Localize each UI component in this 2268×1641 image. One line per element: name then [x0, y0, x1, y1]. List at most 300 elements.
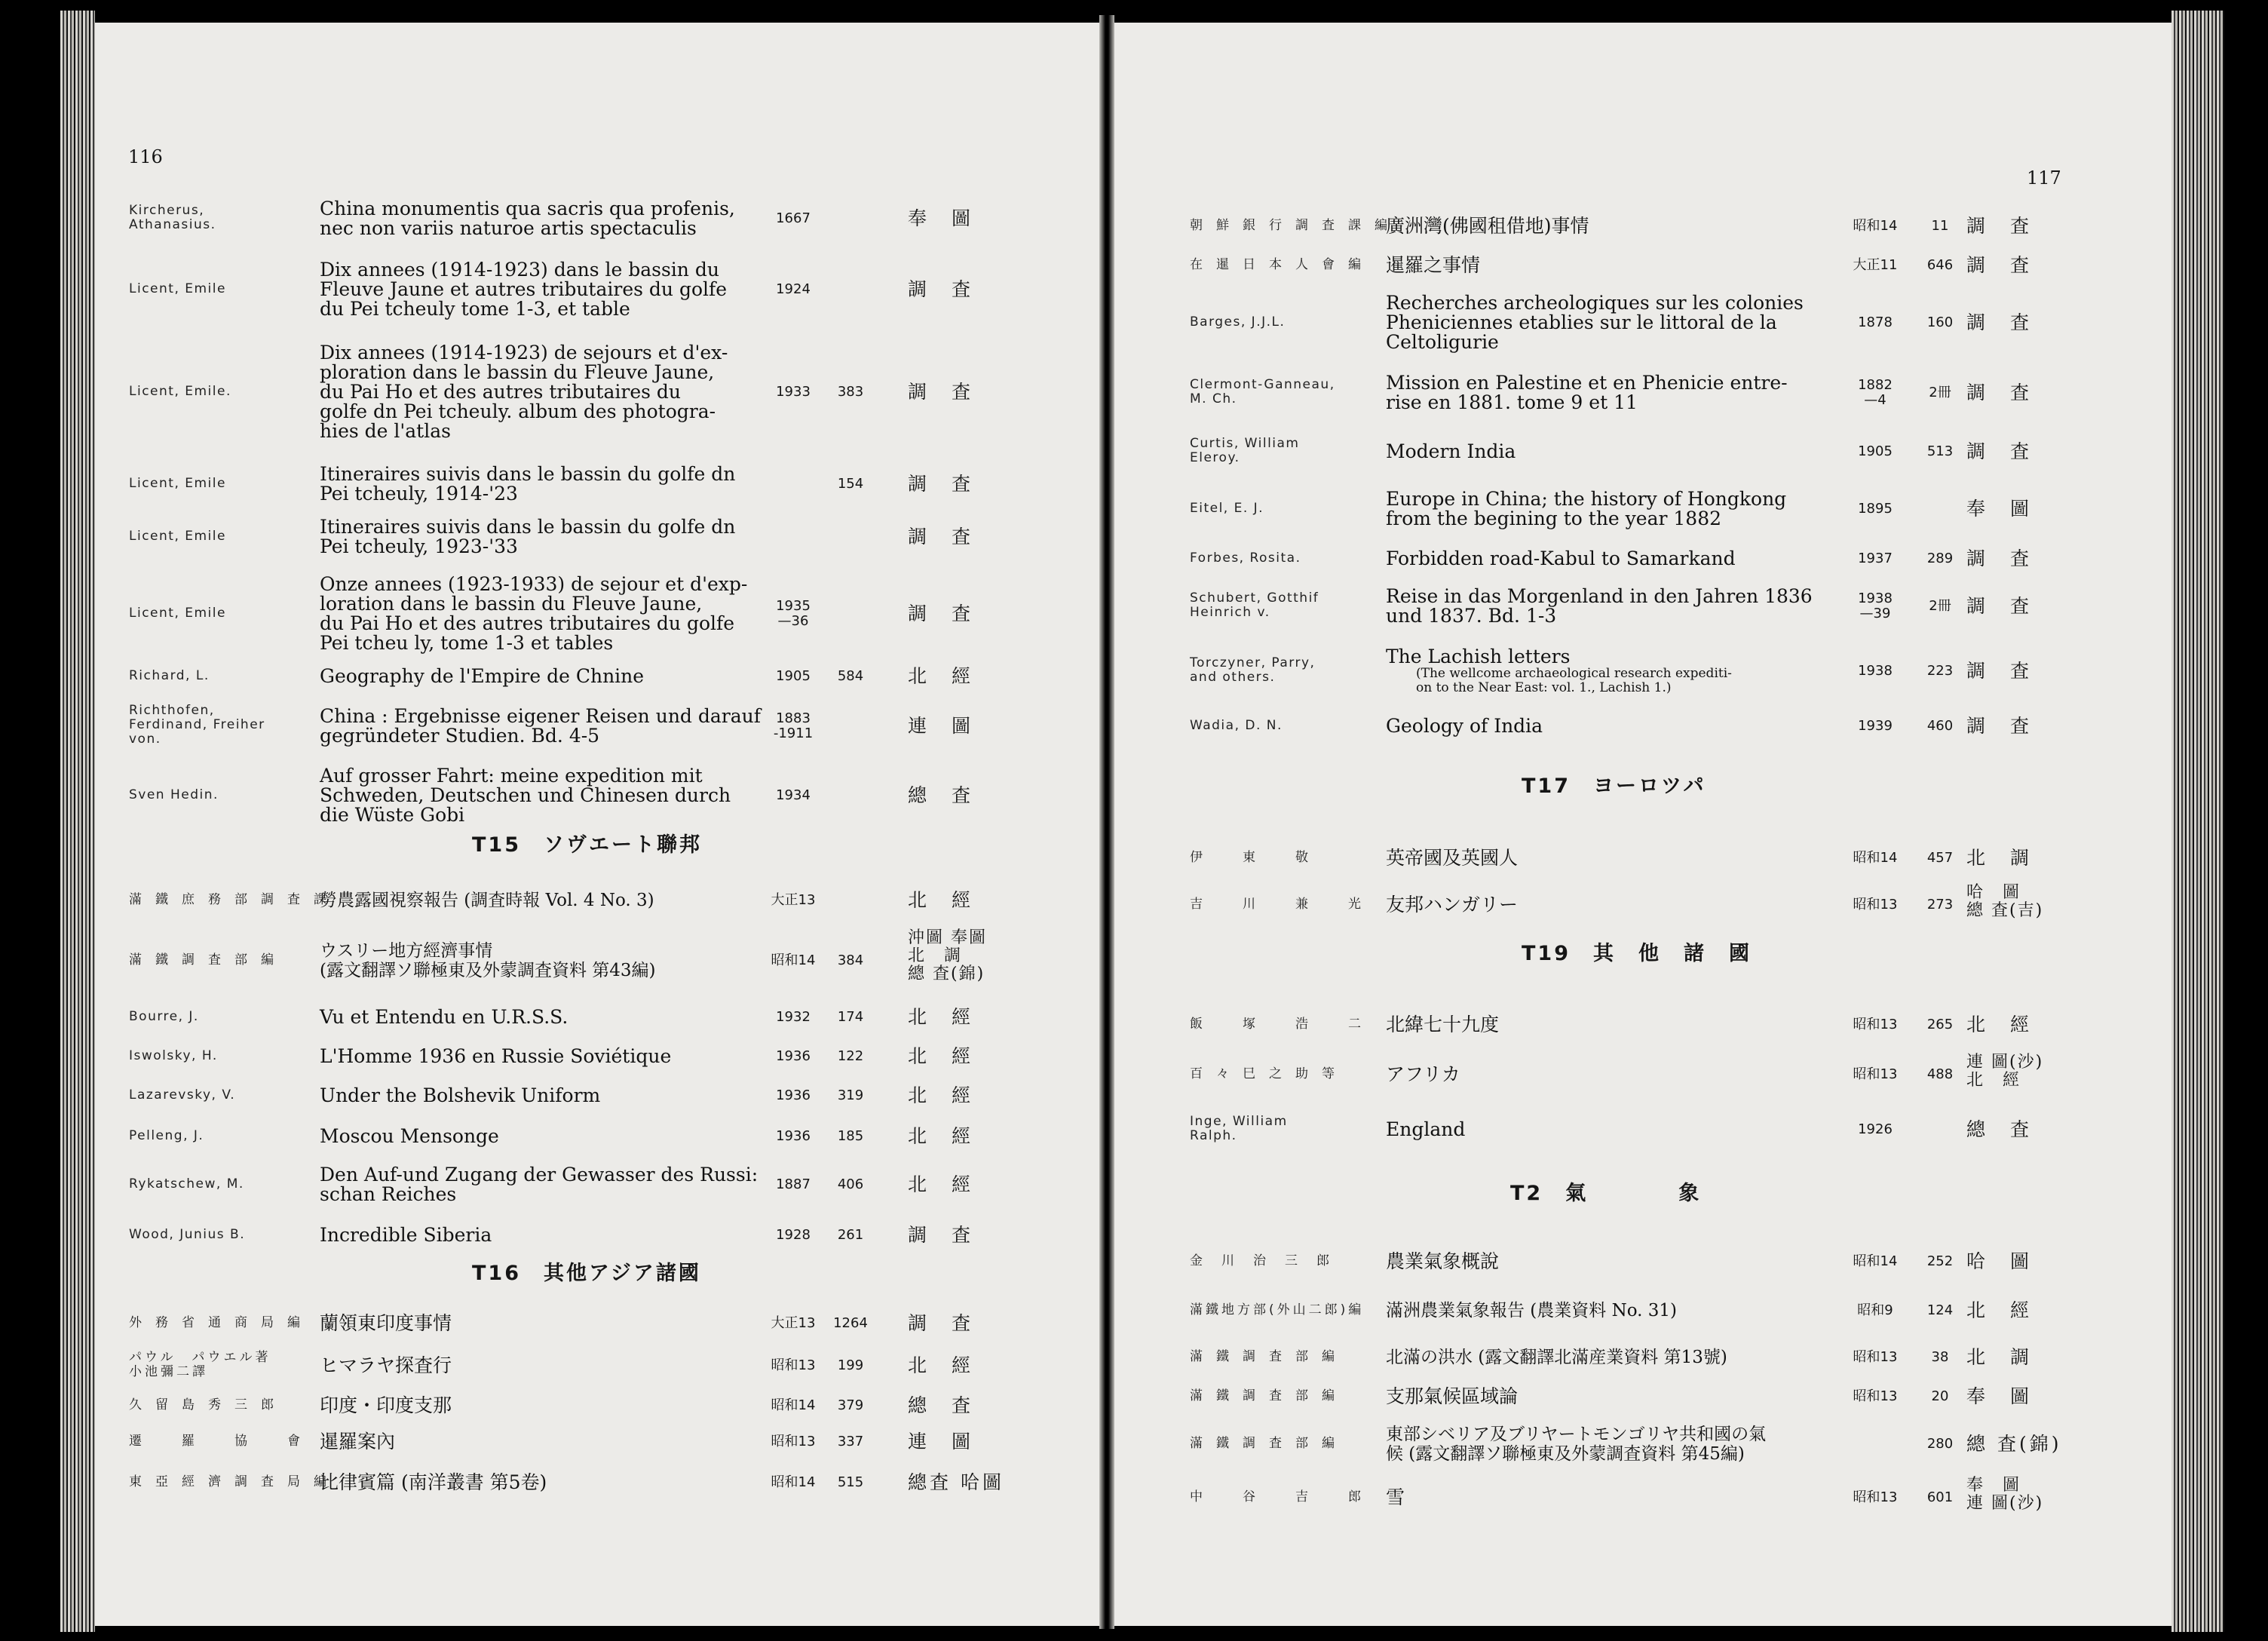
entry-location: 北 經 [908, 1125, 974, 1147]
entry-author: Barges, J.J.L. [1190, 314, 1286, 330]
entry-title [1386, 895, 1518, 915]
entry-title [1386, 373, 1788, 413]
entry-year: 昭和9 [1857, 1302, 1893, 1318]
page-number-left: 116 [128, 146, 163, 167]
entry-location: 北 調 [1966, 1346, 2033, 1368]
entry-year: 1905 [776, 668, 811, 684]
entry-year: 昭和13 [771, 1357, 816, 1373]
bibliography-entry [1114, 1380, 2178, 1413]
entry-title [320, 766, 731, 825]
entry-pages: 20 [1931, 1388, 1949, 1404]
entry-title-text: ウスリー地方經濟事情 (露文翻譯ソ聯極東及外蒙調査資料 第43編) [320, 941, 656, 980]
entry-year: 昭和14 [771, 952, 816, 968]
entry-location: 調 査 [1966, 382, 2033, 403]
entry-location: 調 査 [908, 526, 974, 548]
entry-location: 總 査 [908, 784, 974, 806]
entry-pages: 280 [1926, 1436, 1954, 1452]
entry-title-text: 英帝國及英國人 [1386, 847, 1519, 869]
bibliography-entry [95, 195, 1099, 243]
entry-location: 總査 哈圖 [908, 1471, 1004, 1493]
entry-pages: 199 [837, 1357, 864, 1373]
entry-location: 北 經 [1966, 1299, 2033, 1321]
entry-pages: 488 [1926, 1066, 1954, 1082]
entry-title [1386, 293, 1804, 352]
entry-author: Wood, Junius B. [129, 1227, 246, 1242]
entry-author: 東亞經濟調査局編 [129, 1474, 340, 1489]
entry-title-text: Europe in China; the history of Hongkong from the begining to the year 1882 [1386, 488, 1787, 529]
page-number-right: 117 [2027, 167, 2061, 189]
entry-title [320, 667, 644, 686]
entry-author: Licent, Emile [129, 529, 226, 544]
entry-pages: 406 [837, 1176, 864, 1192]
section-heading-t16: T16 其他アジア諸國 [472, 1262, 701, 1285]
entry-title-text: China monumentis qua sacris qua profenis, nec non variis naturoe artis spectaculis [320, 198, 735, 239]
entry-title [1386, 216, 1589, 236]
entry-location: 調 査 [908, 603, 974, 624]
bibliography-entry [95, 570, 1099, 658]
entry-title [320, 575, 747, 653]
right-page [1114, 23, 2178, 1626]
entry-author: Richthofen, Ferdinand, Freiher von. [129, 703, 265, 747]
entry-author: Bourre, J. [129, 1009, 199, 1024]
entry-location: 北 調 [1966, 847, 2033, 869]
entry-year: 1878 [1858, 314, 1893, 330]
entry-year: 昭和13 [1853, 1066, 1898, 1082]
entry-author: Clermont-Ganneau, M. Ch. [1190, 377, 1335, 406]
entry-location: 調 査 [908, 381, 974, 403]
entry-year: 昭和13 [1853, 1489, 1898, 1505]
entry-location: 連 圖(沙) 北 經 [1966, 1053, 2044, 1090]
entry-title-text: 印度・印度支那 [320, 1394, 452, 1416]
entry-year: 1667 [776, 210, 811, 226]
entry-location: 調 査 [1966, 440, 2033, 462]
entry-year: 1924 [776, 281, 811, 297]
entry-location: 連 圖 [908, 1431, 974, 1452]
entry-title [1386, 1252, 1499, 1271]
entry-title-text: China : Ergebnisse eigener Reisen und darauf gegründeter Studien. Bd. 4-5 [320, 705, 761, 747]
bibliography-entry [1114, 483, 2178, 535]
entry-pages: 154 [837, 476, 864, 492]
entry-title [320, 1127, 499, 1146]
entry-title-text: Auf grosser Fahrt: meine expedition mit Schweden, Deutschen und Chinesen durch die Wüste Gobi [320, 765, 731, 826]
entry-author: パウル パウエル著 小池彌二譯 [129, 1350, 271, 1379]
entry-pages: 601 [1926, 1489, 1954, 1505]
entry-title-text: 勞農露國視察報告 (調査時報 Vol. 4 No. 3) [320, 891, 654, 910]
entry-year: 1928 [776, 1227, 811, 1243]
bibliography-entry [95, 1347, 1099, 1385]
entry-author: Licent, Emile [129, 281, 226, 296]
entry-title [320, 465, 735, 504]
entry-title [1386, 1065, 1460, 1084]
entry-title [1386, 587, 1813, 626]
entry-author: 滿鐵調査部編 [129, 952, 287, 968]
entry-location: 調 査 [1966, 595, 2033, 617]
section-heading-t2: T2 氣 象 [1510, 1182, 1702, 1205]
entry-author: 吉 川 兼 光 [1190, 897, 1375, 912]
entry-title [1386, 489, 1786, 529]
bibliography-entry [1114, 1475, 2178, 1520]
entry-pages: 185 [837, 1128, 864, 1144]
entry-location: 北 經 [908, 1084, 974, 1106]
entry-title [1386, 1301, 1677, 1320]
entry-author: Eitel, E. J. [1190, 501, 1264, 516]
bibliography-entry [1114, 839, 2178, 878]
entry-title-text: 北滿の洪水 (露文翻譯北滿産業資料 第13號) [1386, 1348, 1727, 1367]
entry-year: 1887 [776, 1176, 811, 1192]
entry-pages: 122 [837, 1048, 864, 1064]
entry-year: 大正13 [771, 892, 816, 908]
entry-author: 滿鐵調査部編 [1190, 1388, 1348, 1403]
entry-location: 沖圖 奉圖 北 調 總 査(錦) [908, 928, 987, 983]
entry-year: 1936 [776, 1048, 811, 1064]
entry-location: 調 査 [908, 1224, 974, 1246]
entry-title-text: Onze annees (1923-1933) de sejour et d'exp- loration dans le bassin du Fleuve Jaune, du Pai Ho et des autres tributaires du golfe Pei tcheu ly, tome 1-3 et tables [320, 573, 748, 654]
entry-title-text: 暹羅之事情 [1386, 254, 1481, 276]
entry-title [1386, 1488, 1405, 1508]
bibliography-entry [95, 1306, 1099, 1341]
entry-pages: 124 [1926, 1302, 1954, 1318]
entry-author: Sven Hedin. [129, 787, 219, 802]
entry-location: 北 經 [908, 1006, 974, 1028]
entry-author: Lazarevsky, V. [129, 1087, 236, 1103]
entry-location: 調 査 [908, 278, 974, 300]
bibliography-entry [95, 925, 1099, 997]
entry-location: 總 査(錦) [1966, 1433, 2062, 1455]
entry-year: 昭和13 [1853, 1017, 1898, 1032]
entry-author: 滿鐵調査部編 [1190, 1349, 1348, 1364]
bibliography-entry [95, 1001, 1099, 1033]
entry-location: 哈 圖 [1966, 1250, 2033, 1272]
entry-title-text: Forbidden road-Kabul to Samarkand [1386, 548, 1736, 569]
bibliography-entry [95, 463, 1099, 505]
bibliography-entry [95, 253, 1099, 326]
entry-location: 北 經 [908, 1354, 974, 1376]
entry-pages: 646 [1926, 257, 1954, 273]
entry-year: 1935 —36 [776, 598, 811, 629]
bibliography-entry [1114, 288, 2178, 357]
entry-title [320, 1165, 758, 1204]
bibliography-entry [1114, 428, 2178, 475]
entry-title-text: Dix annees (1914-1923) de sejours et d'ex- ploration dans le bassin du Fleuve Jaune, du Pai Ho et des autres tributaires du golfe dn Pei tcheuly. album des photogra- hies de l'atlas [320, 342, 728, 442]
entry-subtitle: (The wellcome archaeological research expediti- on to the Near East: vol. 1., Lachish 1.) [1416, 665, 1732, 695]
entry-title [320, 1396, 452, 1416]
entry-title [1386, 1387, 1518, 1406]
entry-author: 久留島秀三郎 [129, 1397, 287, 1412]
entry-author: 遷 羅 協 會 [129, 1434, 314, 1449]
entry-title-text: Dix annees (1914-1923) dans le bassin du Fleuve Jaune et autres tributaires du golfe du Pei tcheuly tome 1-3, et table [320, 259, 728, 320]
entry-title-text: 農業氣象概說 [1386, 1250, 1500, 1272]
page-stack-edge-right [2171, 11, 2224, 1632]
entry-location: 奉 圖 連 圖(沙) [1966, 1476, 2044, 1513]
left-page [95, 23, 1099, 1626]
entry-author: 百々巳之助等 [1190, 1066, 1348, 1081]
entry-location: 北 經 [908, 1045, 974, 1067]
entry-location: 北 經 [908, 665, 974, 687]
entry-location: 調 査 [1966, 215, 2033, 237]
entry-title-text: Moscou Mensonge [320, 1125, 499, 1147]
entry-title [320, 891, 654, 910]
entry-title-text: 友邦ハンガリー [1386, 894, 1519, 916]
bibliography-entry [95, 661, 1099, 692]
entry-author: 飯 塚 浩 二 [1190, 1017, 1375, 1032]
entry-pages: 513 [1926, 443, 1954, 459]
entry-title-text: 北緯七十九度 [1386, 1014, 1500, 1035]
bibliography-entry [95, 1080, 1099, 1112]
bibliography-entry [95, 1217, 1099, 1253]
entry-title [1386, 848, 1518, 868]
entry-title-text: Geology of India [1386, 715, 1543, 737]
entry-year: 1939 [1858, 718, 1893, 734]
bibliography-entry [95, 1121, 1099, 1152]
entry-pages: 289 [1926, 551, 1954, 566]
entry-year: 1938 [1858, 663, 1893, 679]
bibliography-entry [1114, 641, 2178, 701]
entry-title-text: Itineraires suivis dans le bassin du golfe dn Pei tcheuly, 1914-'23 [320, 463, 736, 505]
entry-location: 總 査 [908, 1394, 974, 1416]
entry-title-text: The Lachish letters [1386, 645, 1571, 667]
entry-title [320, 941, 656, 980]
entry-title-text: Mission en Palestine et en Phenicie entre- rise en 1881. tome 9 et 11 [1386, 372, 1788, 413]
entry-pages: 261 [837, 1227, 864, 1243]
entry-title-text: Under the Bolshevik Uniform [320, 1084, 601, 1106]
entry-pages: 1264 [833, 1315, 868, 1331]
entry-title-text: Modern India [1386, 440, 1516, 462]
entry-year: 1936 [776, 1087, 811, 1103]
entry-author: Iswolsky, H. [129, 1048, 218, 1063]
entry-title [1386, 716, 1543, 736]
entry-location: 總 査 [1966, 1118, 2033, 1140]
entry-author: 中 谷 吉 郎 [1190, 1489, 1375, 1505]
entry-year: 1937 [1858, 551, 1893, 566]
entry-year: 昭和13 [1853, 897, 1898, 913]
entry-location: 調 査 [1966, 660, 2033, 682]
entry-pages: 223 [1926, 663, 1954, 679]
entry-author: Licent, Emile. [129, 384, 231, 399]
bibliography-entry [95, 1391, 1099, 1421]
entry-author: 滿鐵庶務部調査課 [129, 892, 340, 907]
entry-title-text: Geography de l'Empire de Chnine [320, 665, 645, 687]
entry-title [320, 1047, 671, 1066]
entry-title [1386, 1348, 1727, 1367]
entry-title [320, 517, 735, 557]
bibliography-entry [1114, 365, 2178, 421]
bibliography-entry [1114, 582, 2178, 630]
book-spine [1099, 15, 1114, 1629]
entry-pages: 2冊 [1929, 598, 1951, 614]
entry-title-text: 雪 [1386, 1486, 1405, 1508]
entry-year: 1933 [776, 384, 811, 400]
entry-year: 大正11 [1853, 257, 1898, 273]
entry-title [320, 1314, 452, 1333]
entry-author: 滿鐵調査部編 [1190, 1436, 1348, 1451]
bibliography-entry [95, 516, 1099, 558]
entry-location: 調 査 [908, 473, 974, 495]
entry-title [320, 1008, 568, 1027]
bibliography-entry [1114, 882, 2178, 928]
entry-pages: 2冊 [1929, 385, 1951, 400]
entry-pages: 174 [837, 1009, 864, 1025]
entry-title [320, 1225, 492, 1245]
bibliography-entry [1114, 249, 2178, 282]
entry-year: 1936 [776, 1128, 811, 1144]
entry-author: Kircherus, Athanasius. [129, 203, 216, 232]
entry-author: 在暹日本人會編 [1190, 257, 1375, 272]
entry-title [320, 343, 728, 441]
entry-author: Forbes, Rosita. [1190, 551, 1301, 566]
entry-location: 調 査 [1966, 715, 2033, 737]
entry-title [320, 1473, 547, 1492]
entry-author: Pelleng, J. [129, 1128, 204, 1143]
entry-pages: 584 [837, 668, 864, 684]
bibliography-entry [1114, 1104, 2178, 1155]
entry-title-text: アフリカ [1386, 1063, 1460, 1085]
entry-title-text: 比律賓篇 (南洋叢書 第5卷) [320, 1471, 547, 1493]
bibliography-entry [95, 1427, 1099, 1457]
entry-title-text: 廣洲灣(佛國租借地)事情 [1386, 215, 1589, 237]
bibliography-entry [1114, 1048, 2178, 1101]
bibliography-entry [95, 700, 1099, 753]
entry-title [320, 707, 761, 746]
bibliography-entry [95, 1160, 1099, 1210]
entry-year: 昭和14 [1853, 1253, 1898, 1269]
entry-title [320, 260, 727, 319]
entry-title [1386, 1015, 1499, 1035]
entry-pages: 515 [837, 1474, 864, 1490]
entry-pages: 38 [1931, 1349, 1949, 1365]
bibliography-entry [95, 333, 1099, 451]
entry-title-text: England [1386, 1118, 1466, 1140]
bibliography-entry [1114, 1008, 2178, 1042]
entry-title [1386, 647, 1732, 695]
entry-year: 昭和14 [1853, 218, 1898, 234]
entry-location: 奉 圖 [1966, 498, 2033, 520]
entry-author: 朝鮮銀行調査課編 [1190, 218, 1401, 233]
entry-pages: 265 [1926, 1017, 1954, 1032]
entry-pages: 319 [837, 1087, 864, 1103]
entry-year: 昭和13 [1853, 1349, 1898, 1365]
entry-title [320, 1086, 600, 1106]
entry-year: 昭和14 [771, 1474, 816, 1490]
entry-author: Richard, L. [129, 668, 210, 683]
entry-author: 外務省通商局編 [129, 1315, 314, 1330]
entry-year: 1883 -1911 [773, 710, 814, 741]
section-heading-t17: T17 ヨーロツパ [1522, 774, 1706, 798]
entry-year: 昭和14 [771, 1397, 816, 1413]
entry-author: Licent, Emile [129, 476, 226, 491]
entry-pages: 337 [837, 1434, 864, 1449]
bibliography-entry [95, 762, 1099, 830]
entry-location: 北 經 [908, 1173, 974, 1195]
entry-title-text: Den Auf-und Zugang der Gewasser des Russi: schan Reiches [320, 1164, 759, 1205]
entry-author: 金 川 治 三 郎 [1190, 1253, 1332, 1268]
entry-title-text: Vu et Entendu en U.R.S.S. [320, 1006, 569, 1028]
bibliography-entry [1114, 707, 2178, 745]
page-stack-edge-left [60, 11, 95, 1632]
entry-author: Inge, William Ralph. [1190, 1114, 1288, 1143]
entry-pages: 160 [1926, 314, 1954, 330]
bibliography-entry [1114, 1290, 2178, 1332]
entry-location: 奉 圖 [908, 207, 974, 229]
entry-year: 1895 [1858, 501, 1893, 517]
entry-title [1386, 1425, 1766, 1464]
entry-year: 大正13 [771, 1315, 816, 1331]
entry-title-text: 東部シベリア及ブリヤートモンゴリヤ共和國の氣 候 (露文翻譯ソ聯極東及外蒙調査資料 第45編) [1386, 1425, 1767, 1464]
entry-title-text: Itineraires suivis dans le bassin du golfe dn Pei tcheuly, 1923-'33 [320, 516, 736, 557]
entry-author: 滿鐵地方部(外山二郎)編 [1190, 1302, 1365, 1317]
bibliography-entry [1114, 1341, 2178, 1374]
entry-pages: 383 [837, 384, 864, 400]
entry-title-text: 支那氣候區域論 [1386, 1385, 1519, 1407]
entry-year: 昭和13 [771, 1434, 816, 1449]
section-heading-t19: T19 其 他 諸 國 [1522, 942, 1752, 965]
bibliography-entry [1114, 210, 2178, 243]
entry-pages: 379 [837, 1397, 864, 1413]
entry-author: Torczyner, Parry, and others. [1190, 655, 1316, 685]
entry-year: 1926 [1858, 1121, 1893, 1137]
entry-year: 1932 [776, 1009, 811, 1025]
entry-title-text: Recherches archeologiques sur les colonies Pheniciennes etablies sur le littoral de la Celtoligurie [1386, 292, 1804, 353]
entry-location: 奉 圖 [1966, 1385, 2033, 1407]
bibliography-entry [95, 884, 1099, 917]
entry-title-text: ヒマラヤ探査行 [320, 1354, 452, 1376]
bibliography-entry [1114, 1244, 2178, 1279]
bibliography-entry [1114, 1419, 2178, 1469]
entry-pages: 384 [837, 952, 864, 968]
entry-year: 1905 [1858, 443, 1893, 459]
entry-pages: 457 [1926, 850, 1954, 866]
entry-title [1386, 1120, 1465, 1139]
entry-author: Licent, Emile [129, 606, 226, 621]
entry-title-text: 滿洲農業氣象報告 (農業資料 No. 31) [1386, 1301, 1678, 1320]
entry-location: 北 經 [1966, 1014, 2033, 1035]
entry-title-text: Incredible Siberia [320, 1224, 492, 1246]
entry-title [1386, 442, 1516, 462]
entry-author: Rykatschew, M. [129, 1176, 244, 1192]
entry-pages: 11 [1931, 218, 1949, 234]
bibliography-entry [1114, 541, 2178, 576]
entry-year: 昭和14 [1853, 850, 1898, 866]
entry-title-text: 暹羅案內 [320, 1431, 396, 1452]
entry-location: 北 經 [908, 889, 974, 911]
entry-title-text: 蘭領東印度事情 [320, 1312, 452, 1334]
bibliography-entry [95, 1465, 1099, 1501]
entry-author: Wadia, D. N. [1190, 718, 1283, 733]
entry-location: 調 査 [1966, 311, 2033, 333]
entry-title [320, 1356, 452, 1376]
entry-author: 伊 東 敬 [1190, 850, 1322, 865]
entry-location: 哈 圖 總 査(吉) [1966, 883, 2044, 920]
bibliography-entry [95, 1041, 1099, 1072]
entry-location: 連 圖 [908, 715, 974, 737]
entry-pages: 273 [1926, 897, 1954, 913]
section-heading-t15: T15 ソヴエート聯邦 [472, 833, 702, 857]
entry-year: 1882 —4 [1858, 377, 1893, 408]
entry-pages: 252 [1926, 1253, 1954, 1269]
entry-title [320, 199, 735, 238]
entry-location: 調 査 [1966, 548, 2033, 569]
entry-location: 調 査 [908, 1312, 974, 1334]
entry-title-text: Reise in das Morgenland in den Jahren 1836 und 1837. Bd. 1-3 [1386, 585, 1813, 627]
entry-location: 調 査 [1966, 254, 2033, 276]
entry-title-text: L'Homme 1936 en Russie Soviétique [320, 1045, 672, 1067]
entry-author: Schubert, Gotthif Heinrich v. [1190, 590, 1319, 620]
entry-title [1386, 549, 1736, 569]
entry-title [1386, 256, 1480, 275]
entry-year: 昭和13 [1853, 1388, 1898, 1404]
entry-author: Curtis, William Eleroy. [1190, 436, 1300, 465]
entry-year: 1934 [776, 787, 811, 803]
entry-year: 1938 —39 [1858, 590, 1893, 621]
